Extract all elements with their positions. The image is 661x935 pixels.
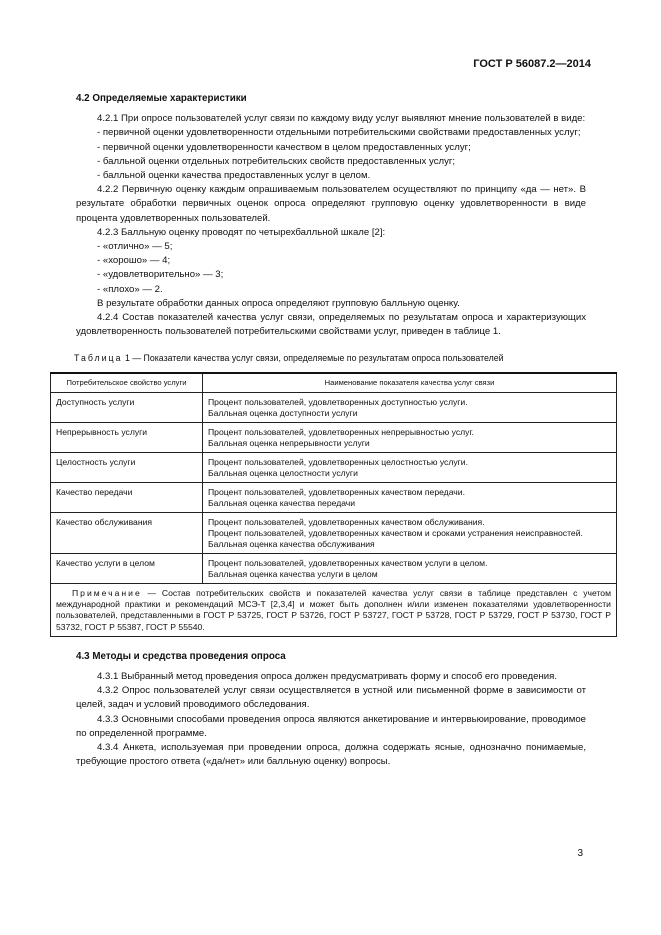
indicator-line: Балльная оценка качества передачи bbox=[208, 497, 356, 508]
paragraph-4-3-2: 4.3.2 Опрос пользователей услуг связи осуществляется в устной или письменной форме в зависимости от целей, задач и условий проводимого обследования. bbox=[76, 685, 586, 711]
scale-item: - «хорошо» — 4; bbox=[97, 255, 171, 267]
list-item: - балльной оценки отдельных потребительских свойств предоставленных услуг; bbox=[97, 155, 456, 167]
scale-item: - «удовлетворительно» — 3; bbox=[97, 269, 224, 281]
property-cell: Качество услуги в целом bbox=[51, 553, 203, 583]
table-row bbox=[51, 452, 617, 482]
indicator-cell bbox=[203, 392, 617, 422]
indicator-line: Процент пользователей, удовлетворенных непрерывностью услуг. bbox=[208, 426, 474, 437]
paragraph-4-2-3-result: В результате обработки данных опроса определяют групповую балльную оценку. bbox=[97, 297, 460, 309]
note-label: Примечание bbox=[72, 587, 142, 598]
indicator-line: Процент пользователей, удовлетворенных качеством передачи. bbox=[208, 486, 465, 497]
section-4-2-title: 4.2 Определяемые характеристики bbox=[76, 93, 247, 104]
section-4-3-title: 4.3 Методы и средства проведения опроса bbox=[76, 650, 286, 662]
indicator-cell bbox=[203, 512, 617, 553]
list-item: - балльной оценки качества предоставленных услуг в целом. bbox=[97, 170, 371, 182]
column-header-indicator: Наименование показателя качества услуг связи bbox=[203, 373, 617, 393]
indicator-cell bbox=[203, 553, 617, 583]
list-item: - первичной оценки удовлетворенности качеством в целом предоставленных услуг; bbox=[97, 141, 471, 153]
indicator-line: Процент пользователей, удовлетворенных целостностью услуги. bbox=[208, 456, 468, 467]
table-row bbox=[51, 422, 617, 452]
table-note bbox=[51, 583, 617, 636]
paragraph-4-2-4: 4.2.4 Состав показателей качества услуг связи, определяемых по результатам опроса и характеризующих удовлетворенность пользователей потребительскими свойствами услуг, приведен в таблице 1. bbox=[76, 312, 586, 338]
indicator-line: Процент пользователей, удовлетворенных качеством обслуживания. bbox=[208, 516, 485, 527]
page-content bbox=[56, 92, 611, 769]
table-caption-label: Таблица bbox=[74, 353, 123, 364]
indicator-line: Процент пользователей, удовлетворенных качеством услуги в целом. bbox=[208, 557, 488, 568]
paragraph-4-3-3: 4.3.3 Основными способами проведения опроса являются анкетирование и интервьюирование, проводимое по определенной программе. bbox=[76, 713, 586, 739]
property-cell: Доступность услуги bbox=[51, 392, 203, 422]
indicator-line: Балльная оценка целостности услуги bbox=[208, 467, 358, 478]
paragraph-4-3-4: 4.3.4 Анкета, используемая при проведении опроса, должна содержать ясные, однозначно понимаемые, требующие простого ответа («да/нет» или балльную оценку) вопросы. bbox=[76, 742, 586, 768]
column-header-property: Потребительское свойство услуги bbox=[51, 373, 203, 393]
indicator-cell bbox=[203, 422, 617, 452]
indicator-line: Балльная оценка качества услуги в целом bbox=[208, 568, 378, 579]
indicator-cell bbox=[203, 452, 617, 482]
table-header-row bbox=[51, 373, 617, 393]
indicator-line: Процент пользователей, удовлетворенных качеством и сроками устранения неисправностей. bbox=[208, 527, 583, 538]
document-id: ГОСТ Р 56087.2—2014 bbox=[473, 58, 591, 70]
note-text: — Состав потребительских свойств и показателей качества услуг связи в таблице представлен с учетом международной практики и рекомендаций МСЭ-Т [2,3,4] и может быть дополнен и/или изменен показателями удовлетворенности пользователей, представленными в ГОСТ Р 53725, ГОСТ Р 53726, ГОСТ Р 53727, ГОСТ Р 53728, ГОСТ Р 53729, ГОСТ Р 53730, ГОСТ Р 53732, ГОСТ Р 55387, ГОСТ Р 55540. bbox=[56, 587, 611, 632]
table-row bbox=[51, 553, 617, 583]
table-row bbox=[51, 512, 617, 553]
indicator-line: Процент пользователей, удовлетворенных доступностью услуги. bbox=[208, 396, 468, 407]
paragraph-4-3-1: 4.3.1 Выбранный метод проведения опроса должен предусматривать форму и способ его проведения. bbox=[97, 671, 557, 683]
table-row bbox=[51, 482, 617, 512]
paragraph-4-2-2: 4.2.2 Первичную оценку каждым опрашиваемым пользователем осуществляют по принципу «да — нет». В результате обработки первичных оценок опроса определяют групповую оценку удовлетворенности в виде процента удовлетворенных пользователей. bbox=[76, 184, 586, 224]
indicators-table bbox=[50, 372, 617, 637]
scale-item: - «отлично» — 5; bbox=[97, 241, 173, 253]
indicator-line: Балльная оценка качества обслуживания bbox=[208, 538, 375, 549]
property-cell: Целостность услуги bbox=[51, 452, 203, 482]
property-cell: Качество передачи bbox=[51, 482, 203, 512]
paragraph-4-2-3: 4.2.3 Балльную оценку проводят по четырехбалльной шкале [2]: bbox=[97, 226, 386, 238]
table-row bbox=[51, 392, 617, 422]
paragraph-4-2-1: 4.2.1 При опросе пользователей услуг связи по каждому виду услуг выявляют мнение пользователей в виде: bbox=[97, 113, 586, 125]
indicator-line: Балльная оценка доступности услуги bbox=[208, 407, 358, 418]
scale-item: - «плохо» — 2. bbox=[97, 283, 163, 295]
table-note-row bbox=[51, 583, 617, 636]
indicator-line: Балльная оценка непрерывности услуги bbox=[208, 437, 370, 448]
property-cell: Качество обслуживания bbox=[51, 512, 203, 553]
table-caption bbox=[74, 351, 586, 365]
property-cell: Непрерывность услуги bbox=[51, 422, 203, 452]
page-number: 3 bbox=[577, 848, 583, 859]
table-caption-text: 1 — Показатели качества услуг связи, определяемые по результатам опроса пользователей bbox=[122, 353, 504, 364]
list-item: - первичной оценки удовлетворенности отдельными потребительскими свойствами предоставленных услуг; bbox=[97, 127, 581, 139]
indicator-cell bbox=[203, 482, 617, 512]
